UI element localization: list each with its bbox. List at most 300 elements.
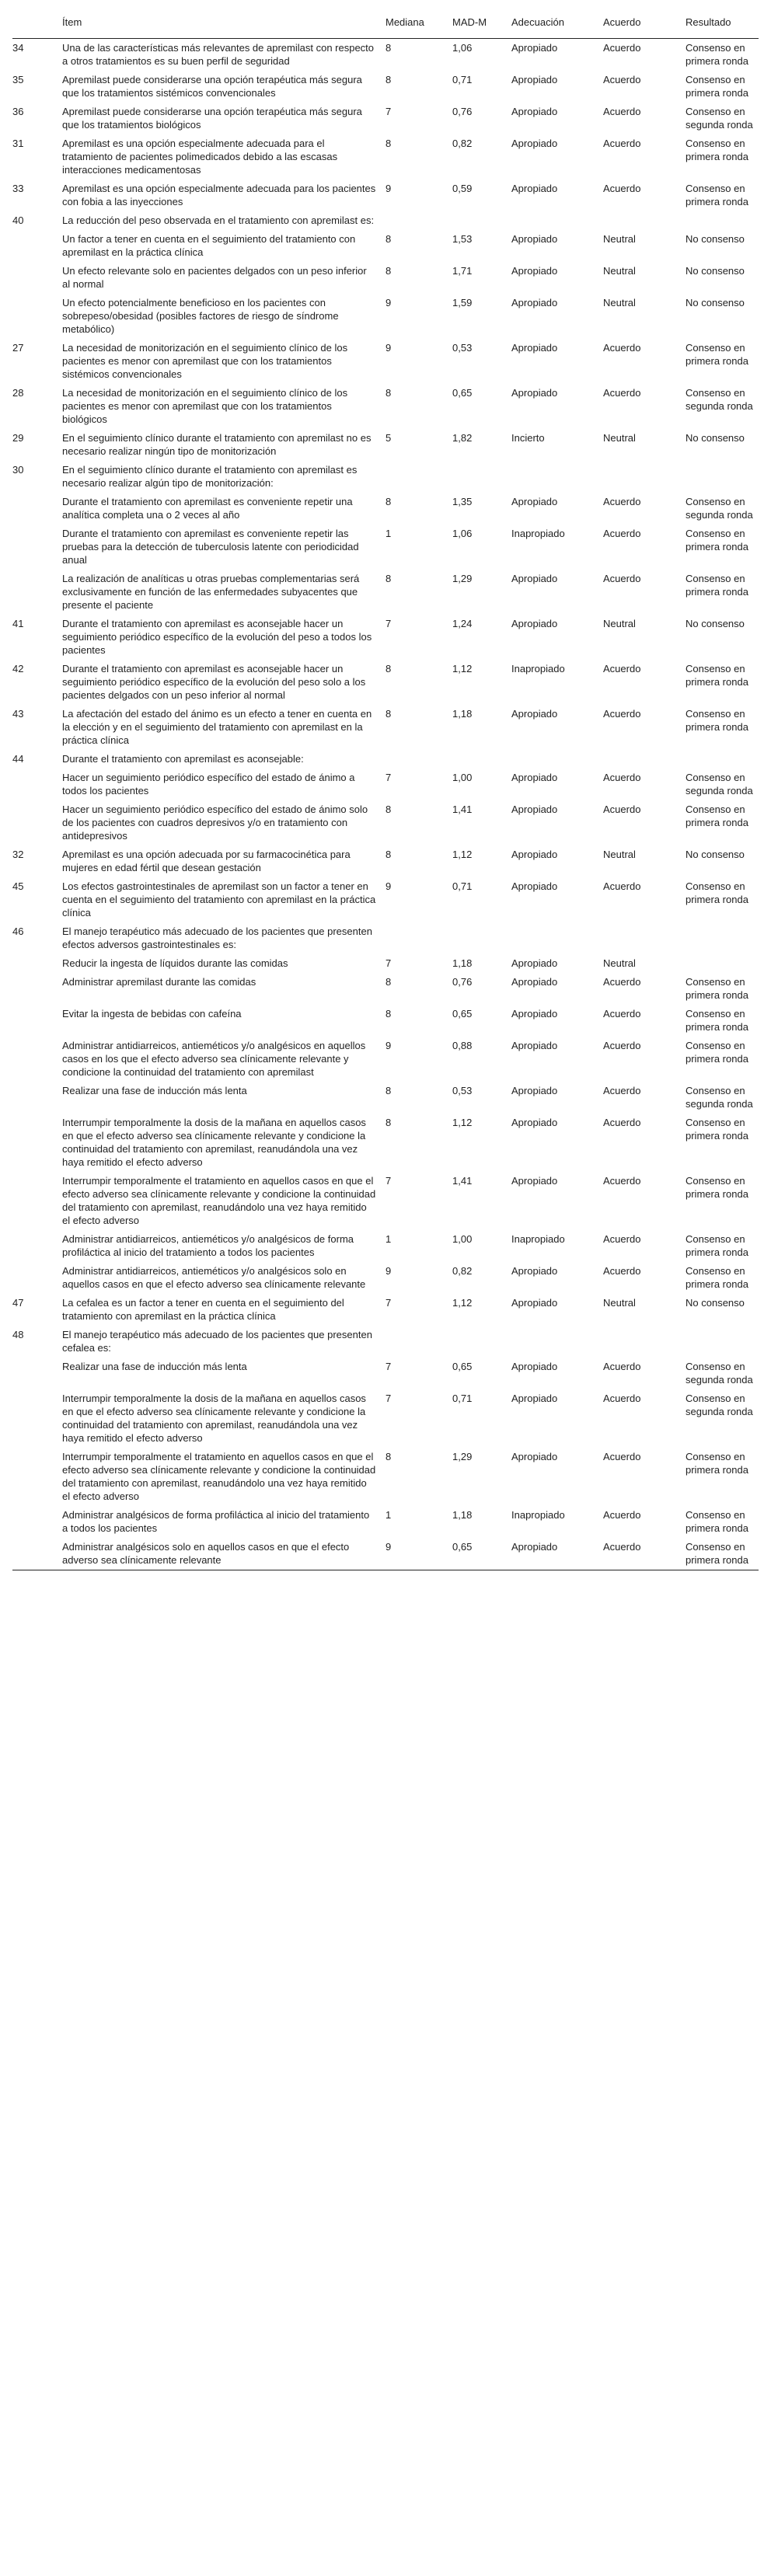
cell-median: 9	[386, 880, 392, 892]
cell-median: 8	[386, 138, 392, 149]
cell-item: Una de las características más relevantes de apremilast con respecto a otros tratamientos es su buen perfil de seguridad	[62, 42, 375, 67]
cell-item: Administrar antidiarreicos, antieméticos y/o analgésicos de forma profiláctica al inicio del tratamiento a todos los pacientes	[62, 1233, 354, 1258]
cell-result: Consenso en primera ronda	[686, 1451, 748, 1476]
cell-agreement: Neutral	[603, 265, 636, 277]
cell-result: No consenso	[686, 618, 745, 629]
cell-mad: 1,00	[452, 772, 473, 783]
cell-result: Consenso en primera ronda	[686, 976, 748, 1001]
cell-adequacy: Apropiado	[511, 387, 558, 399]
cell-result: Consenso en segunda ronda	[686, 496, 753, 521]
cell-result: Consenso en primera ronda	[686, 663, 748, 688]
cell-number: 28	[12, 387, 24, 399]
cell-median: 9	[386, 183, 392, 194]
cell-mad: 0,59	[452, 183, 473, 194]
cell-agreement: Acuerdo	[603, 106, 641, 117]
cell-agreement: Acuerdo	[603, 42, 641, 54]
cell-item: Los efectos gastrointestinales de apremilast son un factor a tener en cuenta en el seguimiento del tratamiento con apremilast en la práctica clínica	[62, 880, 376, 919]
cell-agreement: Acuerdo	[603, 573, 641, 584]
cell-mad: 1,41	[452, 803, 473, 815]
cell-adequacy: Apropiado	[511, 1393, 558, 1404]
cell-mad: 1,18	[452, 957, 473, 969]
cell-adequacy: Apropiado	[511, 1451, 558, 1462]
cell-item: Un efecto potencialmente beneficioso en los pacientes con sobrepeso/obesidad (posibles factores de riesgo de síndrome metabólico)	[62, 297, 339, 335]
table-row	[12, 1389, 759, 1448]
cell-median	[386, 211, 452, 230]
cell-result: Consenso en primera ronda	[686, 880, 748, 905]
cell-number	[12, 525, 62, 570]
cell-adequacy	[511, 922, 603, 954]
cell-result: Consenso en primera ronda	[686, 1117, 748, 1142]
cell-mad: 1,12	[452, 663, 473, 675]
cell-result: Consenso en primera ronda	[686, 42, 748, 67]
cell-item: Durante el tratamiento con apremilast es aconsejable hacer un seguimiento periódico específico de la evolución del peso a todos los pacientes	[62, 618, 372, 656]
cell-agreement: Acuerdo	[603, 1451, 641, 1462]
cell-result: Consenso en segunda ronda	[686, 1361, 753, 1386]
cell-median	[386, 750, 452, 769]
cell-result: Consenso en primera ronda	[686, 1265, 748, 1290]
cell-median: 7	[386, 772, 392, 783]
cell-median: 1	[386, 1509, 392, 1521]
cell-mad: 0,88	[452, 1040, 473, 1051]
cell-adequacy: Apropiado	[511, 1040, 558, 1051]
cell-agreement: Neutral	[603, 957, 636, 969]
cell-agreement: Acuerdo	[603, 1393, 641, 1404]
cell-median: 7	[386, 1175, 392, 1187]
cell-item: La realización de analíticas u otras pruebas complementarias será exclusivamente en función de las enfermedades subyacentes que presente el paciente	[62, 573, 360, 611]
cell-item: La afectación del estado del ánimo es un efecto a tener en cuenta en la elección y en el seguimiento del tratamiento con apremilast en la práctica clínica	[62, 708, 372, 746]
cell-item: Apremilast es una opción especialmente adecuada para el tratamiento de pacientes polimedicados debido a las escasas interacciones medicamentosas	[62, 138, 338, 176]
cell-adequacy: Apropiado	[511, 42, 558, 54]
cell-mad: 1,00	[452, 1233, 473, 1245]
cell-agreement: Neutral	[603, 233, 636, 245]
cell-item: Realizar una fase de inducción más lenta	[62, 1361, 247, 1372]
cell-result: Consenso en primera ronda	[686, 183, 748, 207]
cell-adequacy: Inapropiado	[511, 1233, 565, 1245]
cell-number: 47	[12, 1297, 24, 1309]
cell-item: Durante el tratamiento con apremilast es conveniente repetir una analítica completa una o 2 veces al año	[62, 496, 353, 521]
cell-number	[12, 1082, 62, 1114]
cell-item: Hacer un seguimiento periódico específico del estado de ánimo a todos los pacientes	[62, 772, 355, 797]
cell-item: Durante el tratamiento con apremilast es aconsejable:	[62, 753, 304, 765]
cell-agreement	[603, 461, 686, 493]
cell-item: Apremilast es una opción especialmente adecuada para los pacientes con fobia a las inyecciones	[62, 183, 376, 207]
cell-item: Interrumpir temporalmente el tratamiento en aquellos casos en que el efecto adverso sea clínicamente relevante y condicione la continuidad del tratamiento con apremilast, reanudándolo una vez haya remitido el efecto adverso	[62, 1175, 376, 1226]
cell-median: 8	[386, 976, 392, 988]
cell-result: Consenso en segunda ronda	[686, 772, 753, 797]
cell-adequacy: Apropiado	[511, 1361, 558, 1372]
cell-item: Interrumpir temporalmente el tratamiento en aquellos casos en que el efecto adverso sea clínicamente relevante y condicione la continuidad del tratamiento con apremilast, reanudándolo una vez haya remitido el efecto adverso	[62, 1451, 376, 1502]
cell-mad: 0,82	[452, 1265, 473, 1277]
table-row	[12, 769, 759, 800]
cell-result: Consenso en primera ronda	[686, 342, 748, 367]
cell-number: 33	[12, 183, 24, 194]
cell-agreement: Neutral	[603, 849, 636, 860]
cell-number	[12, 1538, 62, 1570]
cell-mad	[452, 211, 511, 230]
cell-agreement: Acuerdo	[603, 528, 641, 539]
cell-agreement: Acuerdo	[603, 1040, 641, 1051]
cell-mad: 1,35	[452, 496, 473, 507]
cell-adequacy: Apropiado	[511, 496, 558, 507]
cell-adequacy: Apropiado	[511, 1175, 558, 1187]
cell-median: 8	[386, 233, 392, 245]
cell-number	[12, 1230, 62, 1262]
cell-number	[12, 1262, 62, 1294]
cell-result: Consenso en primera ronda	[686, 708, 748, 733]
cell-result: Consenso en primera ronda	[686, 1509, 748, 1534]
cell-median: 8	[386, 1117, 392, 1128]
table-row	[12, 800, 759, 845]
table-row	[12, 1230, 759, 1262]
cell-mad: 1,12	[452, 849, 473, 860]
cell-adequacy: Apropiado	[511, 297, 558, 308]
table-row	[12, 180, 759, 211]
cell-agreement	[603, 750, 686, 769]
cell-number	[12, 493, 62, 525]
cell-number: 29	[12, 432, 24, 444]
cell-number	[12, 1005, 62, 1037]
table-row	[12, 845, 759, 877]
cell-agreement: Acuerdo	[603, 1175, 641, 1187]
cell-number: 27	[12, 342, 24, 354]
cell-median: 8	[386, 849, 392, 860]
cell-adequacy: Apropiado	[511, 233, 558, 245]
cell-result: Consenso en primera ronda	[686, 1008, 748, 1033]
table-row	[12, 877, 759, 922]
cell-agreement: Acuerdo	[603, 1008, 641, 1020]
table-row	[12, 1506, 759, 1538]
cell-result: Consenso en primera ronda	[686, 1541, 748, 1566]
cell-item: Realizar una fase de inducción más lenta	[62, 1085, 247, 1096]
cell-agreement: Neutral	[603, 297, 636, 308]
cell-number: 42	[12, 663, 24, 675]
cell-adequacy: Apropiado	[511, 1265, 558, 1277]
cell-mad: 1,24	[452, 618, 473, 629]
cell-adequacy: Incierto	[511, 432, 545, 444]
cell-item: Hacer un seguimiento periódico específico del estado de ánimo solo de los pacientes con cuadros depresivos y/o en tratamiento con antidepresivos	[62, 803, 368, 842]
cell-median: 8	[386, 74, 392, 85]
cell-item: En el seguimiento clínico durante el tratamiento con apremilast no es necesario realizar ningún tipo de monitorización	[62, 432, 372, 457]
table-row	[12, 1294, 759, 1326]
table-row	[12, 429, 759, 461]
cell-result: Consenso en primera ronda	[686, 1175, 748, 1200]
cell-number: 40	[12, 214, 24, 226]
cell-agreement: Acuerdo	[603, 138, 641, 149]
cell-median	[386, 922, 452, 954]
col-header-median: Mediana	[386, 16, 424, 28]
cell-number	[12, 570, 62, 615]
cell-adequacy: Apropiado	[511, 708, 558, 720]
cell-mad: 1,29	[452, 573, 473, 584]
cell-item: Evitar la ingesta de bebidas con cafeína	[62, 1008, 242, 1020]
table-row	[12, 705, 759, 750]
cell-agreement: Acuerdo	[603, 1361, 641, 1372]
cell-median: 8	[386, 573, 392, 584]
header-row	[12, 3, 759, 39]
cell-agreement: Acuerdo	[603, 976, 641, 988]
cell-agreement: Acuerdo	[603, 1085, 641, 1096]
cell-agreement: Acuerdo	[603, 1541, 641, 1553]
cell-adequacy: Apropiado	[511, 74, 558, 85]
cell-median: 5	[386, 432, 392, 444]
cell-number	[12, 1389, 62, 1448]
cell-item: Interrumpir temporalmente la dosis de la mañana en aquellos casos en que el efecto adverso sea clínicamente relevante y condicione la continuidad del tratamiento con apremilast, reanudándola una vez haya remitido el efecto adverso	[62, 1393, 366, 1444]
cell-item: Apremilast puede considerarse una opción terapéutica más segura que los tratamientos biológicos	[62, 106, 362, 131]
cell-number	[12, 294, 62, 339]
cell-adequacy: Apropiado	[511, 1085, 558, 1096]
cell-agreement: Acuerdo	[603, 880, 641, 892]
cell-median: 8	[386, 42, 392, 54]
cell-agreement: Acuerdo	[603, 1509, 641, 1521]
cell-median: 7	[386, 106, 392, 117]
table-row	[12, 1037, 759, 1082]
cell-adequacy: Apropiado	[511, 183, 558, 194]
cell-result: Consenso en segunda ronda	[686, 1393, 753, 1417]
cell-mad: 0,76	[452, 106, 473, 117]
col-header-agreement: Acuerdo	[603, 16, 641, 28]
cell-agreement: Neutral	[603, 618, 636, 629]
cell-median	[386, 1326, 452, 1358]
cell-adequacy: Apropiado	[511, 1117, 558, 1128]
cell-adequacy	[511, 1326, 603, 1358]
cell-item: Un efecto relevante solo en pacientes delgados con un peso inferior al normal	[62, 265, 367, 290]
table-row	[12, 954, 759, 973]
cell-result: Consenso en segunda ronda	[686, 1085, 753, 1110]
cell-agreement: Acuerdo	[603, 496, 641, 507]
table-row	[12, 973, 759, 1005]
cell-median: 9	[386, 1265, 392, 1277]
cell-adequacy	[511, 461, 603, 493]
col-header-number	[12, 3, 62, 39]
col-header-adequacy: Adecuación	[511, 16, 564, 28]
cell-item: El manejo terapéutico más adecuado de los pacientes que presenten efectos adversos gastrointestinales es:	[62, 925, 372, 950]
table-row	[12, 1538, 759, 1570]
table-row	[12, 750, 759, 769]
cell-median: 8	[386, 663, 392, 675]
table-row	[12, 230, 759, 262]
cell-result	[686, 954, 759, 973]
cell-agreement: Acuerdo	[603, 183, 641, 194]
cell-item: Apremilast puede considerarse una opción terapéutica más segura que los tratamientos sistémicos convencionales	[62, 74, 362, 99]
cell-agreement	[603, 211, 686, 230]
cell-mad: 1,41	[452, 1175, 473, 1187]
cell-mad: 1,12	[452, 1297, 473, 1309]
cell-agreement: Acuerdo	[603, 1117, 641, 1128]
table-row	[12, 262, 759, 294]
cell-number	[12, 262, 62, 294]
cell-median: 8	[386, 387, 392, 399]
cell-item: Reducir la ingesta de líquidos durante las comidas	[62, 957, 288, 969]
cell-result	[686, 461, 759, 493]
table-row	[12, 1005, 759, 1037]
table-row	[12, 660, 759, 705]
cell-mad: 1,18	[452, 1509, 473, 1521]
cell-result: Consenso en primera ronda	[686, 74, 748, 99]
table-row	[12, 1326, 759, 1358]
table-row	[12, 493, 759, 525]
cell-median: 8	[386, 1008, 392, 1020]
cell-item: La necesidad de monitorización en el seguimiento clínico de los pacientes es menor con apremilast que con los tratamientos sistémicos convencionales	[62, 342, 348, 380]
cell-number	[12, 800, 62, 845]
cell-mad: 0,76	[452, 976, 473, 988]
cell-median: 7	[386, 1297, 392, 1309]
cell-median: 9	[386, 1541, 392, 1553]
cell-number	[12, 973, 62, 1005]
cell-mad: 1,82	[452, 432, 473, 444]
cell-median	[386, 461, 452, 493]
cell-number	[12, 1114, 62, 1172]
cell-agreement: Acuerdo	[603, 74, 641, 85]
document	[12, 0, 759, 1570]
cell-agreement: Acuerdo	[603, 387, 641, 399]
table-row	[12, 922, 759, 954]
cell-number	[12, 1506, 62, 1538]
cell-number: 46	[12, 925, 24, 937]
cell-adequacy: Apropiado	[511, 265, 558, 277]
cell-number	[12, 230, 62, 262]
cell-agreement: Acuerdo	[603, 1233, 641, 1245]
cell-agreement: Neutral	[603, 1297, 636, 1309]
cell-number: 45	[12, 880, 24, 892]
cell-adequacy: Apropiado	[511, 1008, 558, 1020]
cell-mad: 1,53	[452, 233, 473, 245]
cell-mad: 0,82	[452, 138, 473, 149]
cell-number: 34	[12, 42, 24, 54]
cell-item: Un factor a tener en cuenta en el seguimiento del tratamiento con apremilast en la práctica clínica	[62, 233, 356, 258]
table-row	[12, 1172, 759, 1230]
cell-number	[12, 1448, 62, 1506]
cell-mad	[452, 922, 511, 954]
cell-adequacy: Inapropiado	[511, 1509, 565, 1521]
cell-median: 8	[386, 708, 392, 720]
cell-mad: 0,65	[452, 1541, 473, 1553]
cell-item: Apremilast es una opción adecuada por su farmacocinética para mujeres en edad fértil que desean gestación	[62, 849, 351, 873]
cell-item: Administrar antidiarreicos, antieméticos y/o analgésicos solo en aquellos casos en que el efecto adverso sea clínicamente relevante	[62, 1265, 366, 1290]
table-header	[12, 3, 759, 39]
cell-result: No consenso	[686, 1297, 745, 1309]
cell-median: 7	[386, 957, 392, 969]
cell-mad: 0,71	[452, 74, 473, 85]
table-row	[12, 570, 759, 615]
cell-result	[686, 750, 759, 769]
table-row	[12, 1114, 759, 1172]
cell-adequacy	[511, 750, 603, 769]
cell-mad	[452, 1326, 511, 1358]
cell-adequacy	[511, 211, 603, 230]
cell-result: No consenso	[686, 265, 745, 277]
cell-adequacy: Apropiado	[511, 1541, 558, 1553]
cell-item: Administrar antidiarreicos, antieméticos y/o analgésicos en aquellos casos en los que el efecto adverso sea clínicamente relevante y condicione la continuidad del tratamiento con apremilast	[62, 1040, 366, 1078]
cell-number: 41	[12, 618, 24, 629]
cell-item: Durante el tratamiento con apremilast es aconsejable hacer un seguimiento periódico específico de la evolución del peso solo a los pacientes delgados con un peso inferior al normal	[62, 663, 366, 701]
table-row	[12, 1448, 759, 1506]
cell-item: Interrumpir temporalmente la dosis de la mañana en aquellos casos en que el efecto adverso sea clínicamente relevante y condicione la continuidad del tratamiento con apremilast, reanudándola una vez haya remitido el efecto adverso	[62, 1117, 366, 1168]
cell-result: Consenso en primera ronda	[686, 138, 748, 162]
table-row	[12, 615, 759, 660]
cell-mad: 1,12	[452, 1117, 473, 1128]
cell-number: 43	[12, 708, 24, 720]
cell-mad	[452, 461, 511, 493]
cell-result: Consenso en primera ronda	[686, 1233, 748, 1258]
cell-result: No consenso	[686, 297, 745, 308]
cell-median: 8	[386, 1451, 392, 1462]
cell-median: 8	[386, 265, 392, 277]
cell-item: Administrar analgésicos de forma profiláctica al inicio del tratamiento a todos los pacientes	[62, 1509, 370, 1534]
cell-mad: 1,06	[452, 528, 473, 539]
cell-mad: 1,29	[452, 1451, 473, 1462]
cell-adequacy: Apropiado	[511, 342, 558, 354]
cell-result: Consenso en primera ronda	[686, 1040, 748, 1065]
cell-agreement	[603, 922, 686, 954]
cell-mad: 0,53	[452, 342, 473, 354]
cell-adequacy: Apropiado	[511, 772, 558, 783]
cell-median: 8	[386, 803, 392, 815]
table-row	[12, 39, 759, 71]
cell-number: 32	[12, 849, 24, 860]
cell-adequacy: Apropiado	[511, 1297, 558, 1309]
cell-result: Consenso en primera ronda	[686, 803, 748, 828]
table-row	[12, 1358, 759, 1389]
cell-number: 30	[12, 464, 24, 476]
cell-adequacy: Inapropiado	[511, 663, 565, 675]
cell-adequacy: Apropiado	[511, 106, 558, 117]
cell-mad: 1,18	[452, 708, 473, 720]
cell-result: Consenso en segunda ronda	[686, 106, 753, 131]
cell-adequacy: Apropiado	[511, 573, 558, 584]
cell-mad: 1,06	[452, 42, 473, 54]
cell-adequacy: Apropiado	[511, 880, 558, 892]
cell-number: 44	[12, 753, 24, 765]
cell-agreement: Acuerdo	[603, 803, 641, 815]
cell-number	[12, 1037, 62, 1082]
table-body	[12, 39, 759, 1570]
cell-median: 7	[386, 1393, 392, 1404]
cell-item: Administrar analgésicos solo en aquellos casos en que el efecto adverso sea clínicamente relevante	[62, 1541, 350, 1566]
cell-number: 31	[12, 138, 24, 149]
cell-item: El manejo terapéutico más adecuado de los pacientes que presenten cefalea es:	[62, 1329, 372, 1354]
cell-median: 1	[386, 528, 392, 539]
cell-number	[12, 1358, 62, 1389]
table-row	[12, 211, 759, 230]
cell-item: La cefalea es un factor a tener en cuenta en el seguimiento del tratamiento con apremilast en la práctica clínica	[62, 1297, 344, 1322]
cell-median: 8	[386, 1085, 392, 1096]
cell-agreement: Acuerdo	[603, 1265, 641, 1277]
cell-mad: 0,71	[452, 880, 473, 892]
cell-agreement: Acuerdo	[603, 772, 641, 783]
cell-result	[686, 211, 759, 230]
cell-agreement: Neutral	[603, 432, 636, 444]
cell-mad: 0,53	[452, 1085, 473, 1096]
cell-number	[12, 1172, 62, 1230]
cell-adequacy: Apropiado	[511, 849, 558, 860]
cell-mad: 0,65	[452, 387, 473, 399]
cell-result: Consenso en segunda ronda	[686, 387, 753, 412]
cell-median: 7	[386, 618, 392, 629]
table-row	[12, 461, 759, 493]
cell-adequacy: Inapropiado	[511, 528, 565, 539]
cell-item: La reducción del peso observada en el tratamiento con apremilast es:	[62, 214, 375, 226]
table-row	[12, 134, 759, 180]
table-row	[12, 339, 759, 384]
cell-adequacy: Apropiado	[511, 976, 558, 988]
table-row	[12, 103, 759, 134]
cell-agreement: Acuerdo	[603, 342, 641, 354]
cell-item: Administrar apremilast durante las comidas	[62, 976, 256, 988]
cell-number	[12, 954, 62, 973]
cell-result: No consenso	[686, 233, 745, 245]
table-row	[12, 71, 759, 103]
cell-median: 9	[386, 342, 392, 354]
